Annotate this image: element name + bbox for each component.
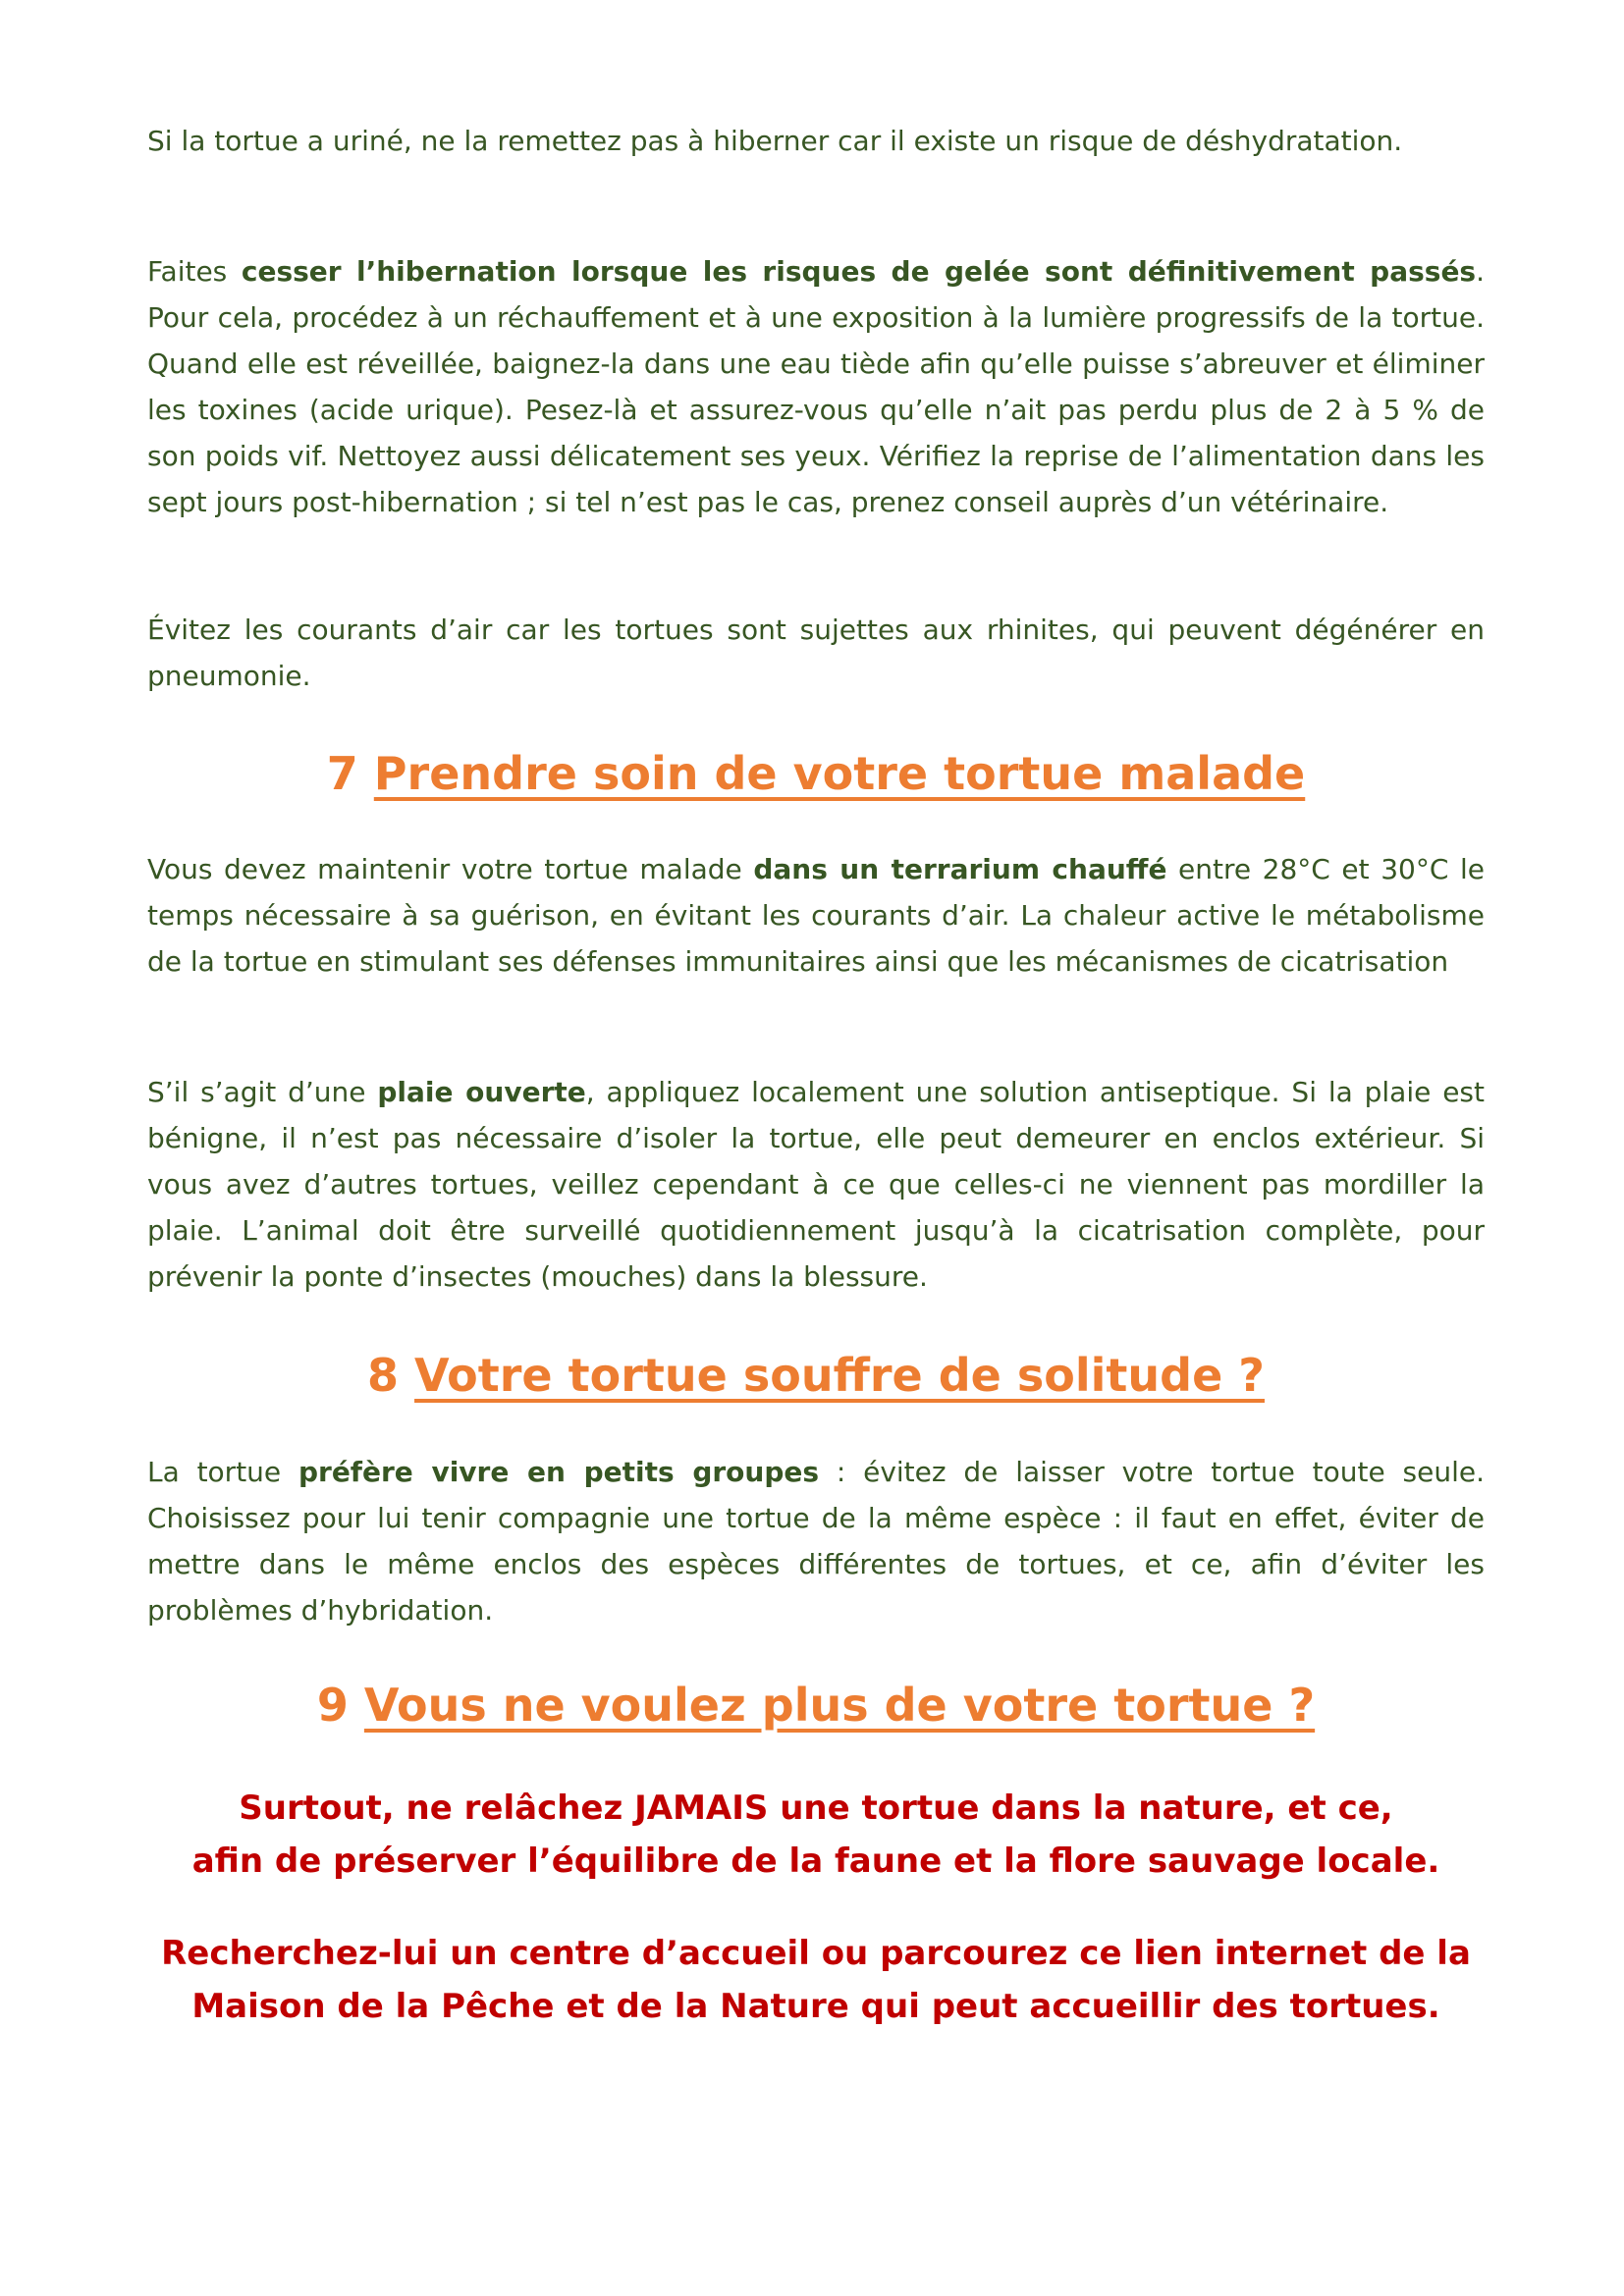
warning-release [147,1782,1485,1888]
emphasis-text: plaie ouverte [377,1076,586,1108]
warning-line: afin de préserver l’équilibre de la faune et la flore sauvage locale. [191,1842,1440,1881]
body-text: Faites [147,255,242,288]
warning-line: Surtout, ne relâchez JAMAIS une tortue dans la nature, et ce, [239,1789,1393,1828]
heading-section-8 [147,1346,1485,1405]
body-text: Vous devez maintenir votre tortue malade [147,853,754,885]
heading-title: Votre tortue souffre de solitude ? [414,1349,1265,1402]
heading-title: Prendre soin de votre tortue malade [373,747,1306,800]
paragraph-sick-terrarium [147,846,1485,985]
emphasis-text: préfère vivre en petits groupes [298,1456,820,1488]
warning-line: Maison de la Pêche et de la Nature qui peut accueillir des tortues. [191,1987,1440,2026]
body-text: . Pour cela, procédez à un réchauffement et à une exposition à la lumière progressifs de la tortue. Quand elle est réveillée, baignez-la dans une eau tiède afin qu’elle puisse s’abreuver et éliminer les toxines (acide urique). Pesez-là et assurez-vous qu’elle n’ait pas perdu plus de 2 à 5 % de son poids vif. Nettoyez aussi délicatement ses yeux. Vérifiez la reprise de l’alimentation dans les sept jours post-hibernation ; si tel n’est pas le cas, prenez conseil auprès d’un vétérinaire. [147,255,1486,518]
body-text: , appliquez localement une solution antiseptique. Si la plaie est bénigne, il n’est pas nécessaire d’isoler la tortue, elle peut demeurer en enclos extérieur. Si vous avez d’autres tortues, veillez cependant à ce que celles-ci ne viennent pas mordiller la plaie. L’animal doit être surveillé quotidiennement jusqu’à la cicatrisation complète, pour prévenir la ponte d’insectes (mouches) dans la blessure. [147,1076,1485,1293]
body-text: : évitez de laisser votre tortue toute seule. Choisissez pour lui tenir compagnie une tortue de la même espèce : il faut en effet, éviter de mettre dans le même enclos des espèces différentes de tortues, et ce, afin d’éviter les problèmes d’hybridation. [147,1456,1485,1627]
paragraph-urination [147,118,1485,164]
emphasis-text: cesser l’hibernation lorsque les risques de gelée sont définitivement passés [241,255,1477,288]
heading-number: 9 [316,1679,349,1732]
heading-number: 8 [367,1349,400,1402]
heading-section-9 [147,1676,1485,1735]
body-text: Si la tortue a uriné, ne la remettez pas à hiberner car il existe un risque de déshydratation. [147,125,1403,157]
emphasis-text: dans un terrarium chauffé [753,853,1167,885]
heading-section-7 [147,744,1485,803]
paragraph-drafts [147,607,1485,699]
body-text: Évitez les courants d’air car les tortues sont sujettes aux rhinites, qui peuvent dégénérer en pneumonie. [147,614,1485,692]
body-text: La tortue [147,1456,298,1488]
body-text: entre 28°C et 30°C le temps nécessaire à sa guérison, en évitant les courants d’air. La chaleur active le métabolisme de la tortue en stimulant ses défenses immunitaires ainsi que les mécanismes de cicatrisation [147,853,1485,978]
body-text: S’il s’agit d’une [147,1076,378,1108]
heading-number: 7 [326,747,358,800]
warning-line: Recherchez-lui un centre d’accueil ou parcourez ce lien internet de la [161,1934,1471,1973]
warning-shelter [147,1927,1485,2033]
paragraph-end-hibernation [147,248,1485,525]
paragraph-solitude [147,1449,1485,1633]
heading-title: Vous ne voulez plus de votre tortue ? [363,1679,1316,1732]
paragraph-open-wound [147,1069,1485,1300]
